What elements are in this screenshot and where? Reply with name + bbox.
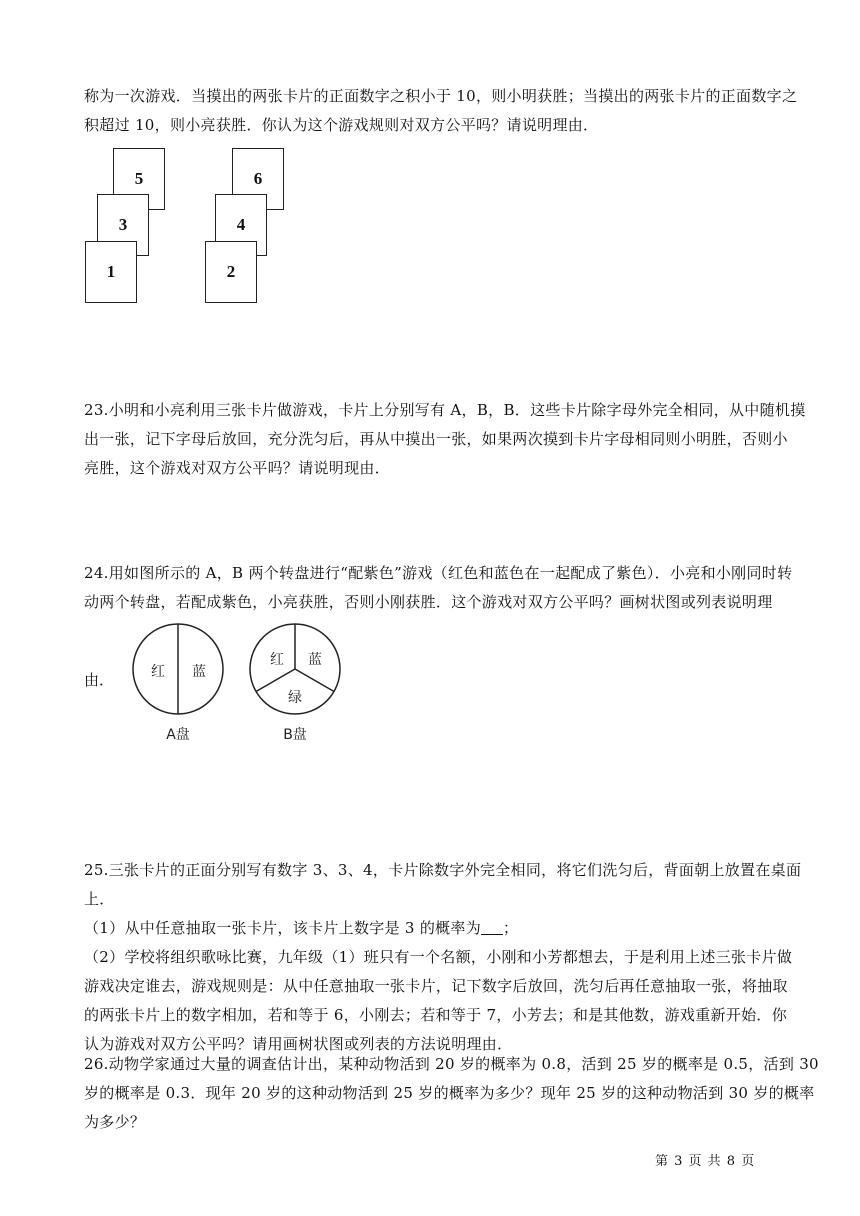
text-line: 上． — [84, 890, 115, 908]
page-footer: 第 3 页 共 8 页 — [655, 1154, 756, 1169]
disc-b-blue-label: 蓝 — [308, 652, 322, 668]
q24-tail: 由． — [84, 671, 115, 689]
text-line: 25.三张卡片的正面分别写有数字 3、3、4，卡片除数字外完全相同，将它们洗匀后，背面朝上放置在桌面 — [84, 861, 802, 879]
card-4: 4 — [215, 194, 267, 256]
q24-text — [84, 559, 793, 617]
card-5: 5 — [113, 148, 165, 210]
card-6: 6 — [232, 148, 284, 210]
text-line: 游戏决定谁去，游戏规则是：从中任意抽取一张卡片，记下数字后放回，洗匀后再任意抽取一张，将抽取 — [84, 977, 788, 995]
text-line: 26.动物学家通过大量的调查估计出，某种动物活到 20 岁的概率为 0.8，活到 25 岁的概率是 0.5，活到 30 — [84, 1055, 819, 1073]
text-line: 亮胜，这个游戏对双方公平吗？请说明现由． — [84, 459, 391, 477]
disc-a-red-label: 红 — [151, 664, 165, 680]
disc-b-caption: B盘 — [283, 727, 307, 743]
text-line: 积超过 10，则小亮获胜．你认为这个游戏规则对双方公平吗？请说明理由． — [84, 116, 599, 134]
card-2: 2 — [205, 241, 257, 303]
text-line: 23.小明和小亮利用三张卡片做游戏，卡片上分别写有 A，B，B．这些卡片除字母外完全相同，从中随机摸 — [84, 401, 806, 419]
text-line: 为多少？ — [84, 1113, 146, 1131]
answer-blank — [481, 918, 503, 935]
text-line: 出一张，记下字母后放回，充分洗匀后，再从中摸出一张，如果两次摸到卡片字母相同则小明胜，否则小 — [84, 430, 788, 448]
disc-a — [133, 624, 223, 743]
disc-b — [250, 624, 340, 743]
text-line: （2）学校将组织歌咏比赛，九年级（1）班只有一个名额，小刚和小芳都想去，于是利用上述三张卡片做 — [84, 948, 793, 966]
disc-a-caption: A盘 — [166, 727, 190, 743]
text-line: 认为游戏对双方公平吗？请用画树状图或列表的方法说明理由． — [84, 1035, 513, 1053]
q25-sub1: （1）从中任意抽取一张卡片，该卡片上数字是 3 的概率为 ； — [84, 919, 519, 937]
q22-text — [84, 82, 798, 140]
q23-text — [84, 396, 806, 483]
card-1: 1 — [85, 241, 137, 303]
text-line: 岁的概率是 0.3．现年 20 岁的这种动物活到 25 岁的概率为多少？现年 25 岁的这种动物活到 30 岁的概率 — [84, 1084, 815, 1102]
text-line: 24.用如图所示的 A，B 两个转盘进行“配紫色”游戏（红色和蓝色在一起配成了紫色）．小亮和小刚同时转 — [84, 564, 793, 582]
q26-text — [84, 1050, 819, 1137]
text-line: 称为一次游戏．当摸出的两张卡片的正面数字之积小于 10，则小明获胜；当摸出的两张卡片的正面数字之 — [84, 87, 798, 105]
q25-text — [84, 856, 802, 1059]
text-line: 的两张卡片上的数字相加，若和等于 6，小刚去；若和等于 7，小芳去；和是其他数，游戏重新开始．你 — [84, 1006, 788, 1024]
spinner-figure — [125, 620, 355, 750]
text-line: 动两个转盘，若配成紫色，小亮获胜，否则小刚获胜．这个游戏对双方公平吗？画树状图或列表说明理 — [84, 593, 773, 611]
disc-b-green-label: 绿 — [288, 690, 302, 706]
card-3: 3 — [97, 194, 149, 256]
disc-a-blue-label: 蓝 — [192, 664, 206, 680]
disc-b-red-label: 红 — [270, 652, 284, 668]
